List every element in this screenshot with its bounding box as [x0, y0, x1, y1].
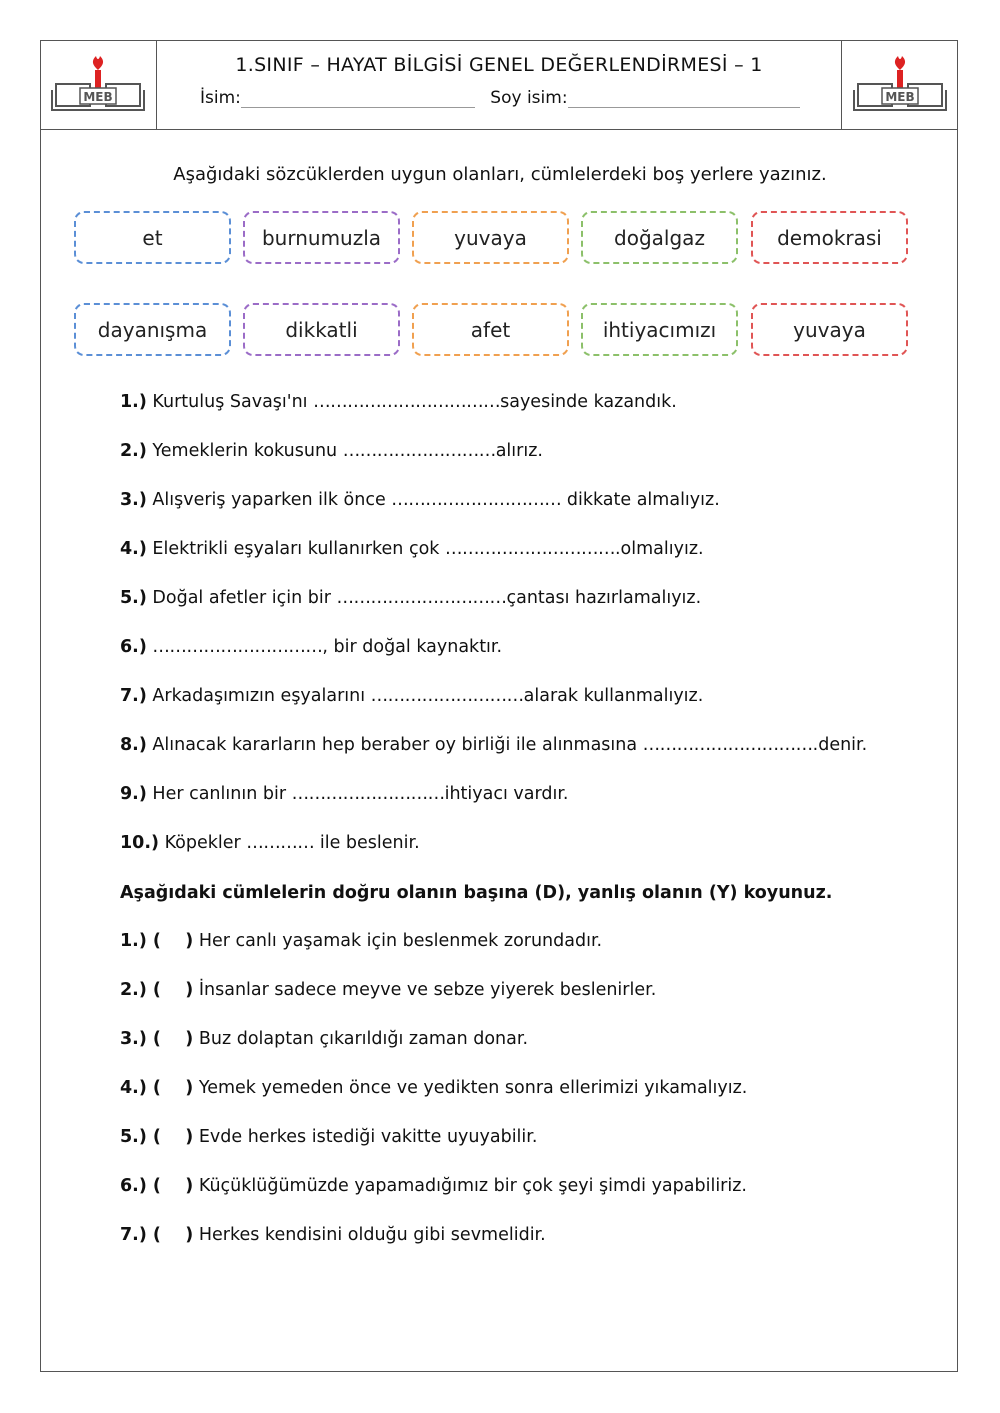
question-text: ile beslenir. — [314, 833, 420, 853]
fill-blank-instruction: Aşağıdaki sözcüklerden uygun olanları, cümlelerdeki boş yerlere yazınız. — [173, 164, 827, 185]
fill-question — [120, 833, 420, 853]
fill-question — [120, 539, 704, 559]
statement-text: Her canlı yaşamak için beslenmek zorundadır. — [198, 931, 603, 951]
worksheet-header — [40, 40, 958, 130]
word-box[interactable]: dikkatli — [243, 303, 400, 356]
answer-slot[interactable]: 4.) ( ) — [120, 1078, 194, 1098]
answer-blank[interactable]: ………… — [246, 833, 315, 853]
surname-label: Soy isim: — [490, 88, 568, 108]
answer-blank[interactable]: ……………………… — [342, 441, 496, 461]
question-text: çantası hazırlamalıyız. — [506, 588, 702, 608]
word-box[interactable]: dayanışma — [74, 303, 231, 356]
true-false-instruction: Aşağıdaki cümlelerin doğru olanın başına (D), yanlış olanın (Y) koyunuz. — [120, 883, 833, 903]
question-text: Doğal afetler için bir — [152, 588, 337, 608]
answer-blank[interactable]: ………………………… — [642, 735, 813, 755]
question-text: Alışveriş yaparken ilk önce — [152, 490, 392, 510]
answer-slot[interactable]: 6.) ( ) — [120, 1176, 194, 1196]
question-text: , bir doğal kaynaktır. — [322, 637, 503, 657]
statement-text: Herkes kendisini olduğu gibi sevmelidir. — [198, 1225, 546, 1245]
question-number: 5.) — [120, 588, 147, 608]
question-text: Elektrikli eşyaları kullanırken çok — [152, 539, 445, 559]
question-text: .denir. — [812, 735, 868, 755]
question-number: 6.) — [120, 637, 147, 657]
question-number: 4.) — [120, 539, 147, 559]
question-text: sayesinde kazandık. — [500, 392, 677, 412]
svg-text:MEB: MEB — [83, 89, 113, 104]
answer-slot[interactable]: 7.) ( ) — [120, 1225, 194, 1245]
fill-question — [120, 392, 677, 412]
meb-logo-right — [841, 40, 958, 129]
word-box[interactable]: ihtiyacımızı — [581, 303, 738, 356]
true-false-item — [120, 1078, 747, 1098]
answer-blank[interactable]: ………………………… — [391, 490, 562, 510]
word-box[interactable]: doğalgaz — [581, 211, 738, 264]
word-box[interactable]: yuvaya — [751, 303, 908, 356]
question-text: Kurtuluş Savaşı'nı — [152, 392, 314, 412]
question-number: 8.) — [120, 735, 147, 755]
answer-slot[interactable]: 2.) ( ) — [120, 980, 194, 1000]
true-false-item — [120, 931, 602, 951]
question-text: ihtiyacı vardır. — [444, 784, 569, 804]
meb-logo-icon — [50, 50, 146, 120]
answer-blank[interactable]: ………………………… — [444, 539, 615, 559]
question-number: 10.) — [120, 833, 159, 853]
question-number: 7.) — [120, 686, 147, 706]
meb-logo-left — [40, 40, 157, 129]
fill-question — [120, 588, 701, 608]
true-false-item — [120, 1225, 546, 1245]
true-false-item — [120, 1029, 528, 1049]
question-number: 1.) — [120, 392, 147, 412]
fill-question — [120, 637, 502, 657]
question-text: Yemeklerin kokusunu — [152, 441, 343, 461]
word-box[interactable]: afet — [412, 303, 569, 356]
word-box[interactable]: burnumuzla — [243, 211, 400, 264]
answer-slot[interactable]: 1.) ( ) — [120, 931, 194, 951]
answer-blank[interactable]: ………………………… — [336, 588, 507, 608]
statement-text: Buz dolaptan çıkarıldığı zaman donar. — [198, 1029, 529, 1049]
question-text: dikkate almalıyız. — [561, 490, 720, 510]
fill-question — [120, 784, 569, 804]
question-number: 2.) — [120, 441, 147, 461]
statement-text: Yemek yemeden önce ve yedikten sonra ellerimizi yıkamalıyız. — [198, 1078, 748, 1098]
answer-slot[interactable]: 3.) ( ) — [120, 1029, 194, 1049]
question-text: Alınacak kararların hep beraber oy birliği ile alınmasına — [152, 735, 643, 755]
name-label: İsim: — [200, 88, 241, 108]
true-false-item — [120, 980, 656, 1000]
question-text: alarak kullanmalıyız. — [523, 686, 704, 706]
question-text: alırız. — [495, 441, 543, 461]
question-number: 9.) — [120, 784, 147, 804]
question-text: .olmalıyız. — [614, 539, 704, 559]
answer-blank[interactable]: ……………………… — [291, 784, 445, 804]
fill-question — [120, 441, 543, 461]
answer-slot[interactable]: 5.) ( ) — [120, 1127, 194, 1147]
worksheet-title: 1.SINIF – HAYAT BİLGİSİ GENEL DEĞERLENDİRMESİ – 1 — [235, 54, 763, 76]
statement-text: Evde herkes istediği vakitte uyuyabilir. — [198, 1127, 538, 1147]
word-box[interactable]: et — [74, 211, 231, 264]
word-box[interactable]: yuvaya — [412, 211, 569, 264]
question-text: Arkadaşımızın eşyalarını — [152, 686, 371, 706]
statement-text: İnsanlar sadece meyve ve sebze yiyerek beslenirler. — [198, 980, 657, 1000]
true-false-item — [120, 1176, 747, 1196]
statement-text: Küçüklüğümüzde yapamadığımız bir çok şeyi şimdi yapabiliriz. — [198, 1176, 747, 1196]
name-blank[interactable] — [241, 89, 475, 108]
question-number: 3.) — [120, 490, 147, 510]
answer-blank[interactable]: ………………………… — [152, 637, 323, 657]
word-box[interactable]: demokrasi — [751, 211, 908, 264]
true-false-item — [120, 1127, 537, 1147]
question-text: Her canlının bir — [152, 784, 292, 804]
answer-blank[interactable]: ……………………… — [370, 686, 524, 706]
meb-logo-icon — [852, 50, 948, 120]
fill-question — [120, 686, 703, 706]
fill-question — [120, 490, 720, 510]
fill-question — [120, 735, 867, 755]
answer-blank[interactable]: …………………………… — [313, 392, 501, 412]
svg-text:MEB: MEB — [885, 89, 915, 104]
name-fields — [200, 88, 800, 108]
surname-blank[interactable] — [568, 89, 800, 108]
question-text: Köpekler — [164, 833, 247, 853]
